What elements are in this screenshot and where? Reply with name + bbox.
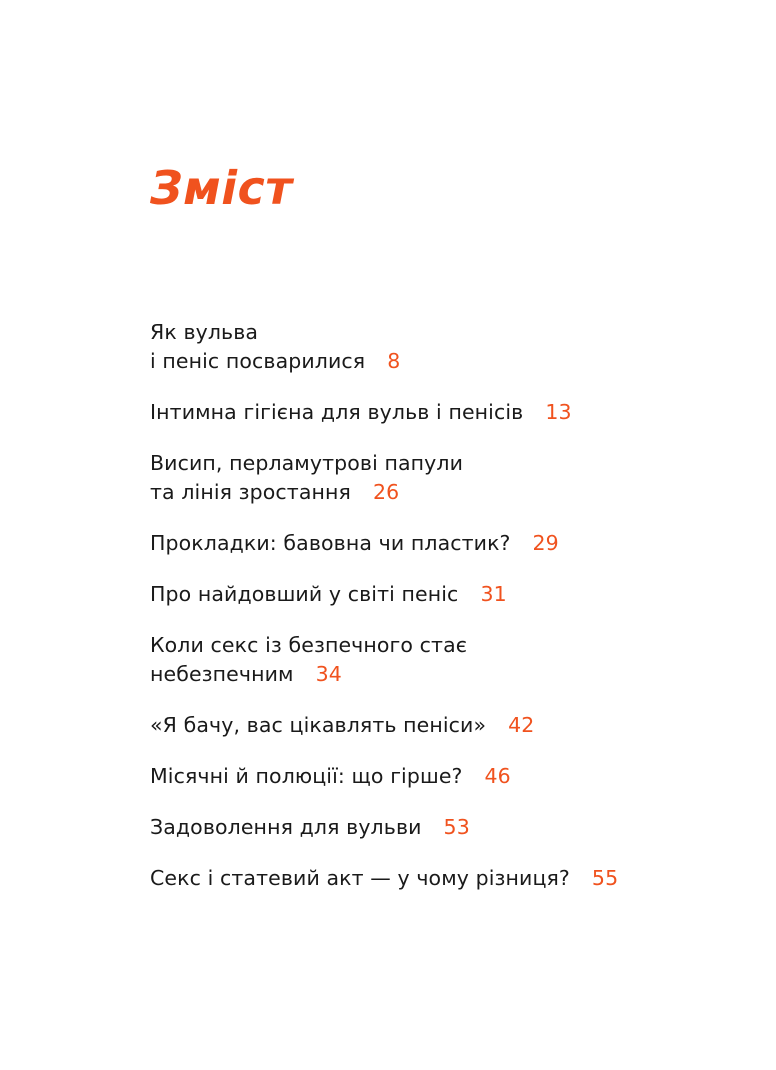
list-item[interactable] — [150, 580, 730, 609]
toc-page-number: 34 — [315, 662, 342, 686]
toc-page-number: 26 — [372, 480, 400, 504]
toc-entry-line — [150, 762, 730, 791]
toc-page-number: 42 — [508, 713, 535, 737]
toc-entry-text: та лінія зростання — [150, 480, 351, 504]
toc-page-number: 31 — [480, 582, 507, 606]
toc-entry-line — [150, 478, 730, 507]
toc-entry-line — [150, 711, 730, 740]
toc-entry-text: Про найдовший у світі пеніс — [150, 582, 459, 606]
toc-entry-text: і пеніс посварилися — [150, 349, 366, 373]
page-title: Зміст — [150, 161, 293, 215]
toc-page-number: 8 — [387, 349, 401, 373]
toc-entry-text: «Я бачу, вас цікавлять пеніси» — [150, 713, 487, 737]
toc-page-number: 46 — [484, 764, 511, 788]
toc-entry-line — [150, 347, 730, 376]
toc-entry-line: Коли секс із безпечного стає — [150, 633, 468, 657]
toc-entry-text: Місячні й полюції: що гірше? — [150, 764, 463, 788]
toc-page-number: 53 — [443, 815, 470, 839]
toc-entry-text: Секс і статевий акт — у чому різниця? — [150, 866, 570, 890]
list-item[interactable] — [150, 864, 730, 893]
toc-entry-text: Прокладки: бавовна чи пластик? — [150, 531, 511, 555]
toc-entry-line — [150, 660, 730, 689]
list-item[interactable] — [150, 449, 730, 507]
toc-entry-line — [150, 398, 730, 427]
table-of-contents — [150, 318, 730, 915]
toc-entry-line — [150, 580, 730, 609]
toc-entry-line — [150, 813, 730, 842]
toc-entry-text: Задоволення для вульви — [150, 815, 422, 839]
list-item[interactable] — [150, 529, 730, 558]
toc-page-number: 13 — [545, 400, 572, 424]
list-item[interactable] — [150, 631, 730, 689]
list-item[interactable] — [150, 813, 730, 842]
toc-entry-line — [150, 864, 730, 893]
toc-entry-text: небезпечним — [150, 662, 294, 686]
list-item[interactable] — [150, 762, 730, 791]
list-item[interactable] — [150, 711, 730, 740]
toc-entry-line: Висип, перламутрові папули — [150, 451, 464, 475]
list-item[interactable] — [150, 318, 730, 376]
list-item[interactable] — [150, 398, 730, 427]
toc-page-number: 29 — [532, 531, 559, 555]
toc-entry-text: Інтимна гігієна для вульв і пенісів — [150, 400, 524, 424]
toc-page-number: 55 — [591, 866, 619, 890]
toc-entry-line — [150, 529, 730, 558]
toc-entry-line: Як вульва — [150, 320, 259, 344]
